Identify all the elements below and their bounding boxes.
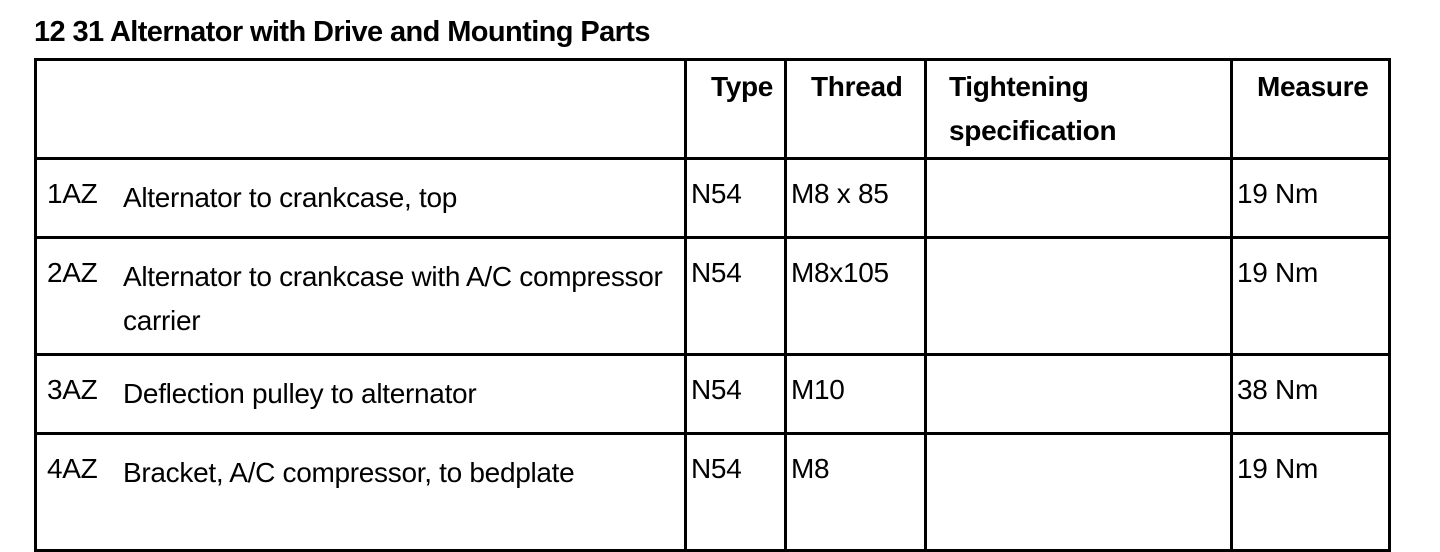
measure-cell: 38 Nm: [1232, 355, 1390, 434]
header-type: Type: [686, 60, 786, 159]
tightening-cell: [926, 159, 1232, 238]
tightening-cell: [926, 355, 1232, 434]
item-code: 1AZ: [47, 178, 98, 209]
header-item-blank: [36, 60, 686, 159]
item-description: Deflection pulley to alternator: [123, 378, 477, 409]
measure-cell: 19 Nm: [1232, 159, 1390, 238]
item-cell: [36, 159, 686, 238]
thread-cell: M10: [786, 355, 926, 434]
table-header-row: [36, 60, 1390, 159]
thread-cell: M8: [786, 434, 926, 551]
thread-cell: M8x105: [786, 238, 926, 355]
item-code: 3AZ: [47, 374, 98, 405]
table-row: [36, 238, 1390, 355]
document-title: 12 31 Alternator with Drive and Mounting Parts: [34, 16, 650, 48]
header-tightening-specification: Tightening specification: [926, 60, 1232, 159]
header-thread: Thread: [786, 60, 926, 159]
type-cell: N54: [686, 434, 786, 551]
header-measure: Measure: [1232, 60, 1390, 159]
item-cell: [36, 434, 686, 551]
item-code: 4AZ: [47, 453, 98, 484]
type-cell: N54: [686, 355, 786, 434]
torque-spec-table: [34, 58, 1391, 552]
measure-cell: 19 Nm: [1232, 434, 1390, 551]
type-cell: N54: [686, 159, 786, 238]
measure-cell: 19 Nm: [1232, 238, 1390, 355]
type-cell: N54: [686, 238, 786, 355]
item-cell: [36, 238, 686, 355]
table-row: [36, 159, 1390, 238]
item-code: 2AZ: [47, 257, 98, 288]
item-description: Alternator to crankcase with A/C compressor carrier: [123, 261, 663, 336]
item-description: Alternator to crankcase, top: [123, 182, 457, 213]
tightening-cell: [926, 238, 1232, 355]
table-row: [36, 355, 1390, 434]
table-row: [36, 434, 1390, 551]
item-cell: [36, 355, 686, 434]
item-description: Bracket, A/C compressor, to bedplate: [123, 457, 575, 488]
tightening-cell: [926, 434, 1232, 551]
thread-cell: M8 x 85: [786, 159, 926, 238]
